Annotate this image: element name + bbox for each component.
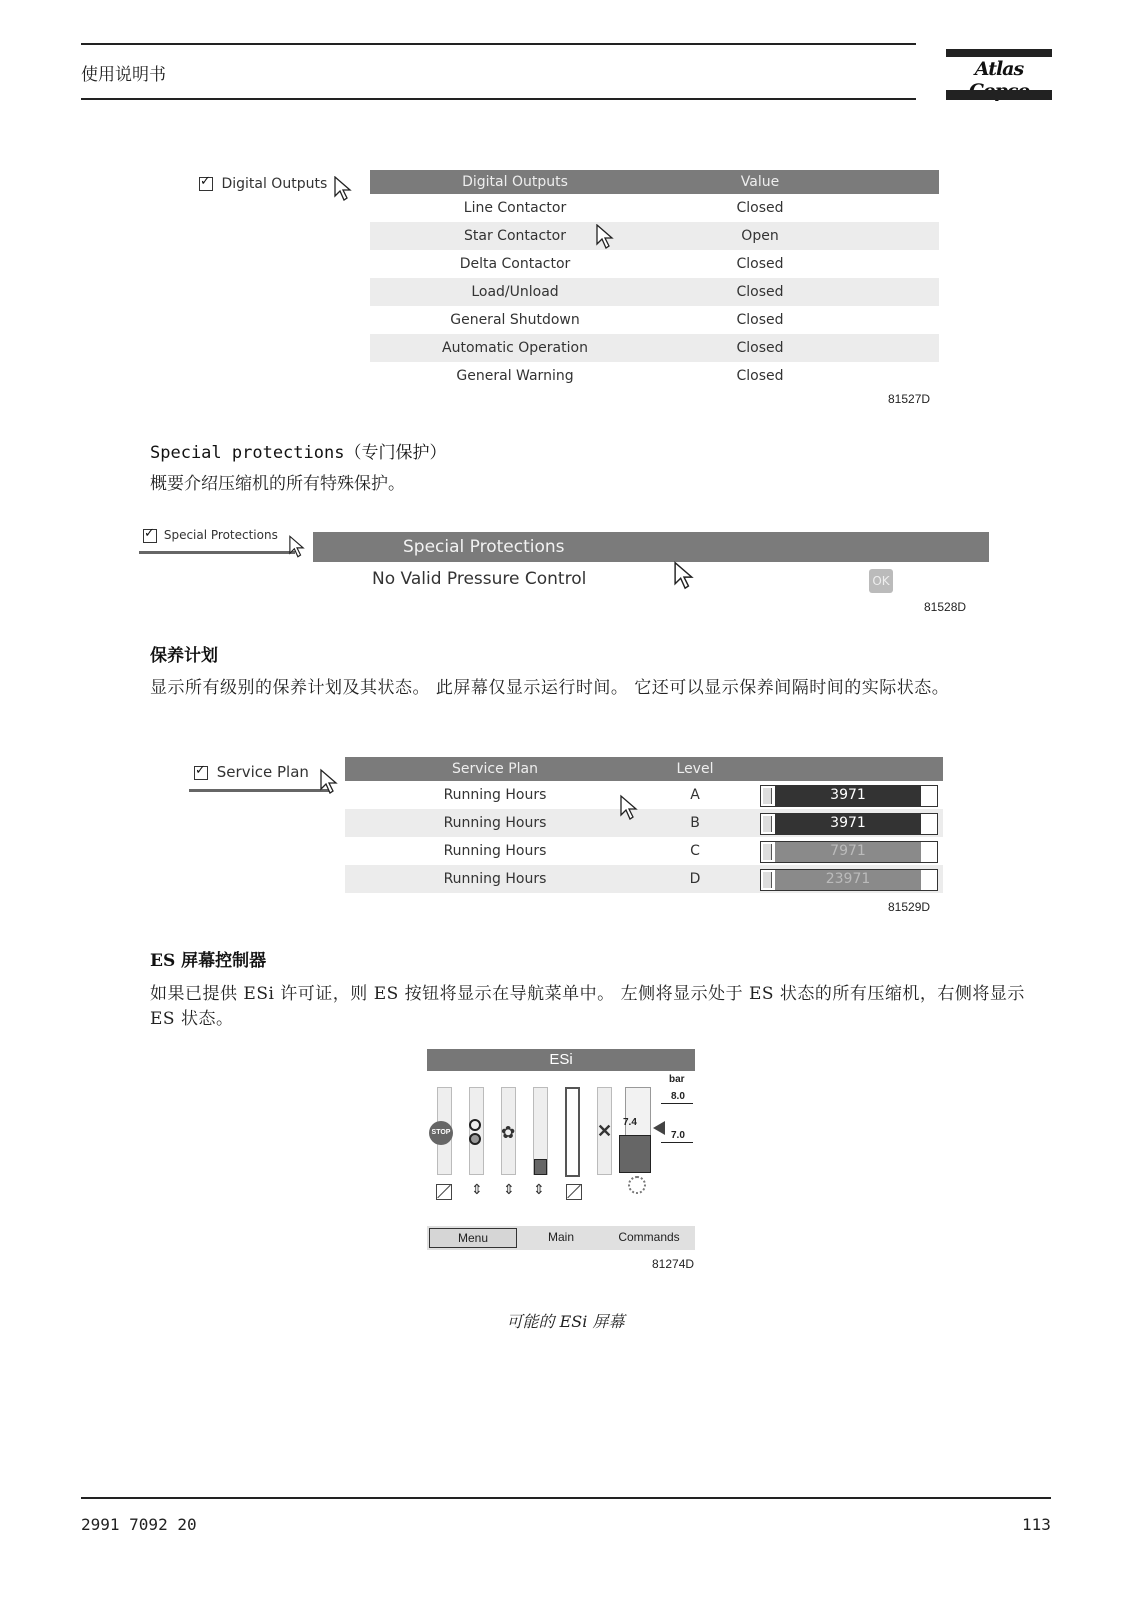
output-name: Line Contactor bbox=[463, 200, 567, 216]
service-plan-checkbox[interactable] bbox=[194, 766, 208, 780]
service-level-bar bbox=[760, 813, 938, 835]
service-level-bar bbox=[760, 785, 938, 807]
section-heading-es: ES 屏幕控制器 bbox=[150, 951, 267, 971]
service-level: C bbox=[690, 843, 700, 859]
lower-limit-line bbox=[661, 1142, 693, 1143]
upper-limit-value: 8.0 bbox=[671, 1091, 685, 1102]
table-row bbox=[370, 222, 939, 250]
output-name: Automatic Operation bbox=[442, 340, 588, 356]
special-protections-header-bar bbox=[313, 532, 989, 562]
main-button[interactable]: Main bbox=[547, 1230, 574, 1244]
special-protections-tab[interactable] bbox=[143, 528, 278, 543]
connection-icon: ⇕ bbox=[503, 1181, 515, 1197]
digital-outputs-tab[interactable] bbox=[199, 176, 327, 192]
load-indicator-icon bbox=[469, 1119, 483, 1147]
upper-limit-line bbox=[661, 1103, 693, 1104]
stop-icon-label: STOP bbox=[431, 1129, 451, 1136]
table-row bbox=[370, 250, 939, 278]
logo-top-bar bbox=[946, 49, 1052, 57]
column-header: Value bbox=[740, 174, 780, 190]
commands-button[interactable]: Commands bbox=[618, 1230, 680, 1244]
stop-icon bbox=[429, 1121, 453, 1145]
table-row bbox=[370, 306, 939, 334]
output-name: Delta Contactor bbox=[459, 256, 571, 272]
table-row bbox=[370, 334, 939, 362]
service-interval-value: 3971 bbox=[830, 787, 866, 803]
close-icon: ✕ bbox=[597, 1121, 613, 1141]
disabled-icon bbox=[566, 1184, 582, 1200]
special-protections-tab-label: Special Protections bbox=[163, 528, 278, 542]
output-value: Closed bbox=[736, 200, 784, 216]
output-name: General Warning bbox=[456, 368, 574, 384]
service-item-name: Running Hours bbox=[443, 871, 547, 887]
section-heading-service-plan: 保养计划 bbox=[150, 646, 218, 666]
table-header bbox=[345, 757, 943, 781]
section-heading-special-protections bbox=[150, 438, 446, 463]
logo-bottom-bar bbox=[946, 90, 1052, 100]
cursor-arrow-icon bbox=[674, 561, 694, 591]
output-value: Closed bbox=[736, 284, 784, 300]
figure-caption: 可能的 ESi 屏幕 bbox=[506, 1312, 625, 1331]
special-description: 概要介绍压缩机的所有特殊保护。 bbox=[150, 474, 405, 494]
output-name: General Shutdown bbox=[450, 312, 580, 328]
document-number: 2991 7092 20 bbox=[81, 1515, 197, 1534]
output-value: Closed bbox=[736, 340, 784, 356]
output-name: Load/Unload bbox=[471, 284, 559, 300]
connection-icon: ⇕ bbox=[471, 1181, 483, 1197]
service-interval-value: 3971 bbox=[830, 815, 866, 831]
special-protection-item: No Valid Pressure Control bbox=[372, 569, 587, 589]
figure-id: 81527D bbox=[888, 392, 931, 406]
service-level: A bbox=[690, 787, 700, 803]
service-interval-value: 7971 bbox=[830, 843, 866, 859]
loading-icon bbox=[628, 1176, 646, 1194]
cursor-arrow-icon bbox=[620, 794, 638, 822]
service-plan-tab[interactable] bbox=[194, 763, 309, 781]
footer-rule bbox=[81, 1497, 1051, 1499]
bar-nub bbox=[763, 816, 772, 832]
special-protections-checkbox[interactable] bbox=[143, 529, 157, 543]
table-row bbox=[370, 362, 939, 390]
tab-underline bbox=[139, 551, 295, 554]
atlas-copco-logo: Atlas bbox=[974, 58, 1024, 80]
cursor-arrow-icon bbox=[334, 176, 352, 202]
esi-navigation-bar bbox=[427, 1226, 695, 1250]
figure-id: 81528D bbox=[924, 600, 967, 614]
special-protections-header: Special Protections bbox=[403, 537, 565, 557]
current-pressure-value: 7.4 bbox=[623, 1117, 637, 1128]
output-value: Open bbox=[741, 228, 779, 244]
bar-nub bbox=[763, 872, 772, 888]
service-item-name: Running Hours bbox=[443, 815, 547, 831]
cursor-arrow-icon bbox=[596, 224, 614, 250]
disabled-icon bbox=[436, 1184, 452, 1200]
service-interval-value: 23971 bbox=[825, 871, 871, 887]
column-header: Level bbox=[676, 761, 714, 777]
digital-outputs-tab-label: Digital Outputs bbox=[221, 176, 328, 192]
page-number: 113 bbox=[1022, 1515, 1051, 1534]
tab-underline bbox=[189, 789, 329, 792]
table-row bbox=[370, 278, 939, 306]
service-level: B bbox=[690, 815, 700, 831]
output-value: Closed bbox=[736, 256, 784, 272]
es-description: 如果已提供 ESi 许可证，则 ES 按钮将显示在导航菜单中。 左侧将显示处于 ES 状态的所有压缩机，右侧将显示 ES 状态。 bbox=[150, 984, 1025, 1029]
connection-icon: ⇕ bbox=[533, 1181, 545, 1197]
table-row bbox=[370, 194, 939, 222]
bar-nub bbox=[763, 788, 772, 804]
column-header: Service Plan bbox=[452, 761, 538, 777]
cursor-arrow-icon bbox=[320, 768, 338, 796]
digital-outputs-table bbox=[370, 170, 939, 390]
compressor-slot bbox=[565, 1087, 580, 1177]
bar-nub bbox=[763, 844, 772, 860]
service-level-bar bbox=[760, 841, 938, 863]
figure-id: 81274D bbox=[652, 1257, 695, 1271]
ok-status-indicator: OK bbox=[869, 569, 893, 593]
cursor-arrow-icon bbox=[289, 535, 305, 559]
service-item-name: Running Hours bbox=[443, 843, 547, 859]
lower-limit-value: 7.0 bbox=[671, 1130, 685, 1141]
fan-icon: ✿ bbox=[501, 1123, 516, 1142]
service-plan-tab-label: Service Plan bbox=[216, 763, 309, 781]
output-name: Star Contactor bbox=[464, 228, 566, 244]
special-heading-text: Special protections（专门保护） bbox=[150, 443, 447, 463]
pressure-pointer-icon bbox=[653, 1121, 665, 1135]
service-description: 显示所有级别的保养计划及其状态。 此屏幕仅显示运行时间。 它还可以显示保养间隔时间的实际状态。 bbox=[150, 678, 950, 698]
header-top-rule bbox=[81, 43, 916, 45]
service-level: D bbox=[689, 871, 701, 887]
esi-screen bbox=[427, 1049, 695, 1257]
column-header: Digital Outputs bbox=[462, 174, 568, 190]
figure-id: 81529D bbox=[888, 900, 931, 914]
menu-button[interactable]: Menu bbox=[429, 1228, 517, 1248]
header-bottom-rule bbox=[81, 98, 916, 100]
table-header bbox=[370, 170, 939, 194]
pressure-column-fill bbox=[619, 1135, 651, 1173]
output-value: Closed bbox=[736, 312, 784, 328]
service-level-bar bbox=[760, 869, 938, 891]
service-item-name: Running Hours bbox=[443, 787, 547, 803]
pressure-level-bar bbox=[534, 1159, 547, 1175]
pressure-unit: bar bbox=[669, 1074, 685, 1085]
output-value: Closed bbox=[736, 368, 784, 384]
esi-title: ESi bbox=[427, 1049, 695, 1071]
page-header-title: 使用说明书 bbox=[81, 65, 166, 85]
digital-outputs-checkbox[interactable] bbox=[199, 177, 213, 191]
